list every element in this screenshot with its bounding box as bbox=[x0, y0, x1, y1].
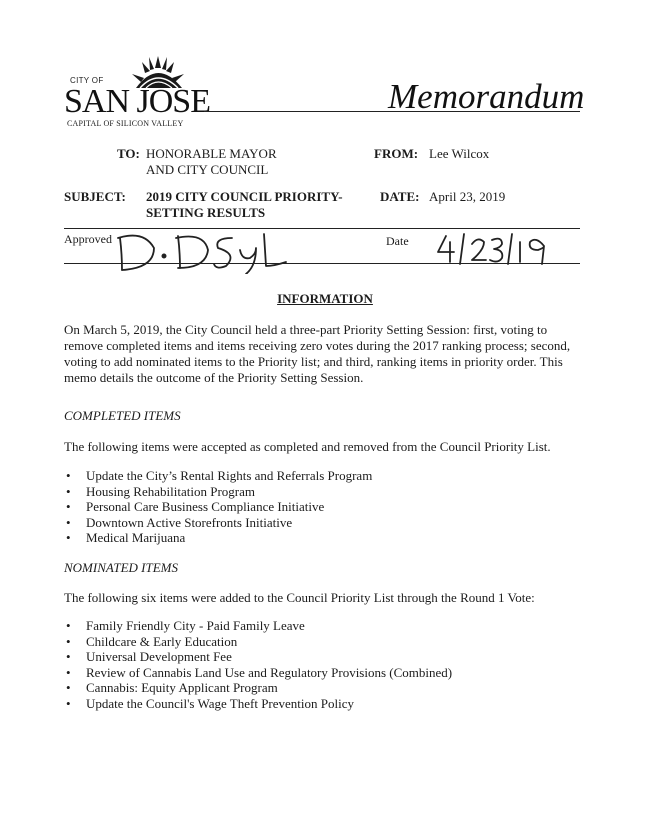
list-item bbox=[64, 665, 580, 681]
bullet-icon: • bbox=[66, 633, 71, 649]
completed-items-list bbox=[64, 468, 580, 546]
bullet-icon: • bbox=[66, 664, 71, 680]
list-item-text: Review of Cannabis Land Use and Regulatory Provisions (Combined) bbox=[86, 664, 453, 680]
list-item-text: Family Friendly City - Paid Family Leave bbox=[86, 618, 305, 633]
from-value: Lee Wilcox bbox=[429, 146, 490, 161]
intro-paragraph: On March 5, 2019, the City Council held a three-part Priority Setting Session: first, voting to remove completed items and items receiving zero votes during the 2017 ranking process; second, voting to add nominated items to the Priority list; and third, ranking items in priority order. This memo details the outcome of the Priority Setting Session. bbox=[64, 322, 571, 385]
list-item-text: Update the City’s Rental Rights and Referrals Program bbox=[86, 468, 373, 483]
subject-line-1: 2019 CITY COUNCIL PRIORITY- bbox=[146, 189, 343, 204]
list-item bbox=[64, 649, 580, 665]
bullet-icon: • bbox=[66, 680, 71, 696]
list-item-text: Cannabis: Equity Applicant Program bbox=[86, 680, 278, 696]
date-label: DATE: bbox=[380, 189, 420, 204]
subject-line-2: SETTING RESULTS bbox=[146, 205, 266, 220]
bullet-icon: • bbox=[66, 695, 71, 711]
city-of-label: CITY OF bbox=[70, 76, 104, 85]
list-item-text: Childcare & Early Education bbox=[86, 633, 238, 649]
list-item bbox=[64, 680, 580, 696]
to-label: TO: bbox=[117, 146, 140, 161]
nominated-items-intro: The following six items were added to the Council Priority List through the Round 1 Vote: bbox=[64, 590, 535, 605]
bullet-icon: • bbox=[66, 483, 71, 499]
list-item bbox=[64, 696, 580, 712]
list-item bbox=[64, 618, 580, 634]
to-recipient-line-1: HONORABLE MAYOR bbox=[146, 146, 277, 161]
list-item-text: Universal Development Fee bbox=[86, 649, 232, 665]
list-item bbox=[64, 484, 580, 500]
list-item-text: Housing Rehabilitation Program bbox=[86, 483, 255, 499]
list-item-text: Downtown Active Storefronts Initiative bbox=[86, 514, 293, 530]
city-name: SAN JOSE bbox=[64, 83, 210, 120]
approval-date-label: Date bbox=[386, 234, 409, 248]
bullet-icon: • bbox=[66, 618, 71, 633]
approval-bottom-rule bbox=[64, 263, 580, 264]
bullet-icon: • bbox=[66, 514, 71, 530]
list-item bbox=[64, 499, 580, 515]
document-type-title: Memorandum bbox=[388, 77, 585, 116]
date-value: April 23, 2019 bbox=[429, 189, 506, 204]
list-item-text: Medical Marijuana bbox=[86, 530, 186, 546]
signature bbox=[114, 226, 290, 274]
bullet-icon: • bbox=[66, 649, 71, 665]
list-item bbox=[64, 634, 580, 650]
list-item bbox=[64, 468, 580, 484]
list-item-text: Update the Council's Wage Theft Prevention Policy bbox=[86, 695, 354, 711]
bullet-icon: • bbox=[66, 468, 71, 483]
bullet-icon: • bbox=[66, 530, 71, 546]
from-label: FROM: bbox=[374, 146, 419, 161]
handwritten-date bbox=[434, 232, 552, 266]
to-recipient-line-2: AND CITY COUNCIL bbox=[146, 162, 269, 177]
list-item bbox=[64, 530, 580, 546]
list-item bbox=[64, 515, 580, 531]
bullet-icon: • bbox=[66, 499, 71, 515]
completed-items-intro: The following items were accepted as completed and removed from the Council Priority List. bbox=[64, 439, 551, 454]
subject-label: SUBJECT: bbox=[64, 189, 126, 204]
city-tagline: CAPITAL OF SILICON VALLEY bbox=[67, 119, 184, 128]
list-item-text: Personal Care Business Compliance Initiative bbox=[86, 499, 325, 515]
approved-label: Approved bbox=[64, 232, 112, 246]
section-heading-information: INFORMATION bbox=[277, 291, 373, 306]
nominated-items-list bbox=[64, 618, 580, 712]
completed-items-heading: COMPLETED ITEMS bbox=[64, 408, 181, 423]
nominated-items-heading: NOMINATED ITEMS bbox=[64, 560, 178, 575]
